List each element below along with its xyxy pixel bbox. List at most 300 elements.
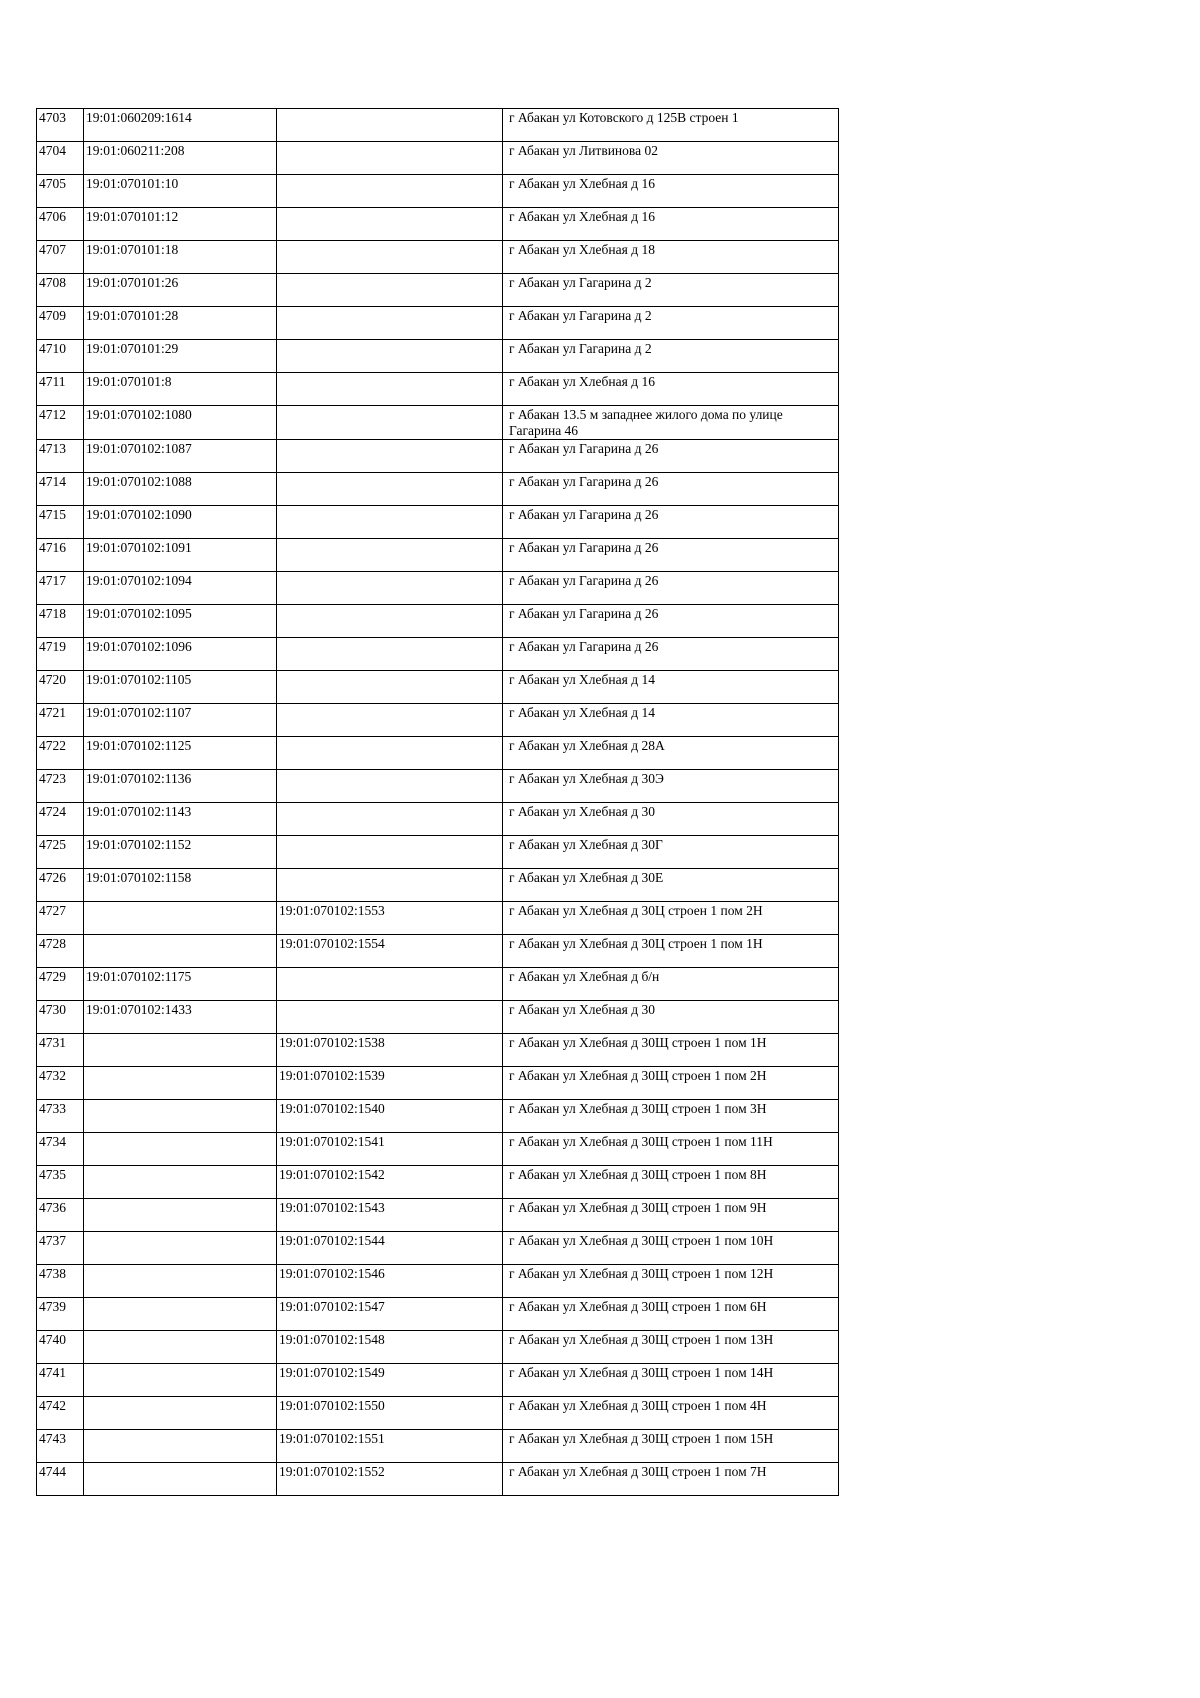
cadastral-number-text: [86, 1265, 276, 1266]
address-cell: [503, 175, 839, 208]
address-text: г Абакан ул Гагарина д 26: [509, 474, 659, 489]
cadastral-number-text: [86, 1133, 276, 1134]
table-row: [37, 902, 839, 935]
room-cadastral-number-cell: [277, 1430, 503, 1463]
row-number-text: 4730: [39, 1002, 66, 1017]
address-cell: [503, 1265, 839, 1298]
room-cadastral-number-text: [279, 373, 502, 374]
cadastral-number-cell: [84, 506, 277, 539]
cadastral-number-text: 19:01:070102:1175: [86, 969, 192, 984]
row-number-cell: [37, 803, 84, 836]
row-number-cell: [37, 1166, 84, 1199]
address-cell: [503, 1331, 839, 1364]
room-cadastral-number-cell: [277, 902, 503, 935]
row-number-text: 4742: [39, 1398, 66, 1413]
room-cadastral-number-text: [279, 473, 502, 474]
cadastral-number-cell: [84, 473, 277, 506]
room-cadastral-number-cell: [277, 1463, 503, 1496]
room-cadastral-number-text: [279, 605, 502, 606]
row-number-text: 4740: [39, 1332, 66, 1347]
room-cadastral-number-text: 19:01:070102:1548: [279, 1332, 385, 1347]
address-cell: [503, 1298, 839, 1331]
address-text: г Абакан ул Хлебная д 30Ц строен 1 пом 1Н: [509, 936, 763, 951]
cadastral-number-text: 19:01:070102:1152: [86, 837, 192, 852]
cadastral-number-cell: [84, 836, 277, 869]
address-cell: [503, 572, 839, 605]
cadastral-number-text: [86, 1430, 276, 1431]
row-number-text: 4733: [39, 1101, 66, 1116]
table-row: [37, 836, 839, 869]
row-number-cell: [37, 340, 84, 373]
row-number-text: 4741: [39, 1365, 66, 1380]
address-text: г Абакан ул Хлебная д 30Щ строен 1 пом 7Н: [509, 1464, 767, 1479]
row-number-text: 4711: [39, 374, 66, 389]
cadastral-number-text: [86, 1298, 276, 1299]
table-row: [37, 968, 839, 1001]
address-text: г Абакан ул Хлебная д 30Щ строен 1 пом 8Н: [509, 1167, 767, 1182]
cadastral-number-cell: [84, 770, 277, 803]
cadastral-number-text: 19:01:070102:1087: [86, 441, 192, 456]
row-number-cell: [37, 142, 84, 175]
address-cell: [503, 539, 839, 572]
room-cadastral-number-cell: [277, 340, 503, 373]
room-cadastral-number-cell: [277, 109, 503, 142]
room-cadastral-number-text: [279, 671, 502, 672]
cadastral-number-text: 19:01:070102:1136: [86, 771, 192, 786]
room-cadastral-number-text: [279, 340, 502, 341]
address-text: г Абакан ул Хлебная д 14: [509, 672, 655, 687]
room-cadastral-number-cell: [277, 704, 503, 737]
row-number-text: 4720: [39, 672, 66, 687]
cadastral-number-cell: [84, 803, 277, 836]
cadastral-number-text: [86, 1364, 276, 1365]
table-row: [37, 1199, 839, 1232]
room-cadastral-number-cell: [277, 241, 503, 274]
table-body: [37, 109, 839, 1496]
room-cadastral-number-cell: [277, 307, 503, 340]
cadastral-number-text: [86, 1067, 276, 1068]
address-cell: [503, 869, 839, 902]
table-row: [37, 1298, 839, 1331]
room-cadastral-number-cell: [277, 506, 503, 539]
table-row: [37, 1133, 839, 1166]
room-cadastral-number-text: [279, 803, 502, 804]
row-number-text: 4728: [39, 936, 66, 951]
room-cadastral-number-text: [279, 208, 502, 209]
room-cadastral-number-text: 19:01:070102:1541: [279, 1134, 385, 1149]
row-number-cell: [37, 440, 84, 473]
row-number-cell: [37, 274, 84, 307]
address-text: г Абакан ул Хлебная д 30Щ строен 1 пом 6Н: [509, 1299, 767, 1314]
room-cadastral-number-cell: [277, 539, 503, 572]
room-cadastral-number-cell: [277, 869, 503, 902]
table-row: [37, 274, 839, 307]
room-cadastral-number-text: 19:01:070102:1546: [279, 1266, 385, 1281]
cadastral-number-cell: [84, 440, 277, 473]
cadastral-number-cell: [84, 1067, 277, 1100]
address-cell: [503, 638, 839, 671]
address-cell: [503, 671, 839, 704]
row-number-cell: [37, 307, 84, 340]
row-number-text: 4717: [39, 573, 66, 588]
table-row: [37, 1232, 839, 1265]
room-cadastral-number-cell: [277, 638, 503, 671]
row-number-text: 4726: [39, 870, 66, 885]
table-row: [37, 307, 839, 340]
room-cadastral-number-text: 19:01:070102:1544: [279, 1233, 385, 1248]
room-cadastral-number-text: 19:01:070102:1554: [279, 936, 385, 951]
row-number-cell: [37, 1430, 84, 1463]
row-number-text: 4712: [39, 407, 66, 422]
room-cadastral-number-text: [279, 770, 502, 771]
cadastral-number-cell: [84, 340, 277, 373]
address-cell: [503, 704, 839, 737]
room-cadastral-number-text: [279, 1001, 502, 1002]
cadastral-number-cell: [84, 373, 277, 406]
room-cadastral-number-text: 19:01:070102:1542: [279, 1167, 385, 1182]
cadastral-number-text: 19:01:070101:12: [86, 209, 179, 224]
row-number-cell: [37, 770, 84, 803]
room-cadastral-number-cell: [277, 1199, 503, 1232]
row-number-text: 4738: [39, 1266, 66, 1281]
address-text: г Абакан ул Хлебная д 30Щ строен 1 пом 11Н: [509, 1134, 773, 1149]
cadastral-number-text: 19:01:070101:8: [86, 374, 172, 389]
room-cadastral-number-cell: [277, 175, 503, 208]
cadastral-number-cell: [84, 1232, 277, 1265]
row-number-text: 4743: [39, 1431, 66, 1446]
address-cell: [503, 274, 839, 307]
address-text: г Абакан ул Хлебная д 30Ц строен 1 пом 2Н: [509, 903, 763, 918]
address-cell: [503, 1397, 839, 1430]
room-cadastral-number-text: [279, 109, 502, 110]
address-cell: [503, 208, 839, 241]
cadastral-number-cell: [84, 1001, 277, 1034]
room-cadastral-number-cell: [277, 208, 503, 241]
address-text: г Абакан ул Гагарина д 2: [509, 308, 652, 323]
table-row: [37, 1397, 839, 1430]
address-cell: [503, 935, 839, 968]
cadastral-number-cell: [84, 1364, 277, 1397]
table-row: [37, 1067, 839, 1100]
table-row: [37, 208, 839, 241]
room-cadastral-number-text: 19:01:070102:1539: [279, 1068, 385, 1083]
row-number-cell: [37, 1364, 84, 1397]
row-number-text: 4706: [39, 209, 66, 224]
cadastral-number-text: 19:01:070102:1088: [86, 474, 192, 489]
row-number-text: 4716: [39, 540, 66, 555]
room-cadastral-number-text: 19:01:070102:1538: [279, 1035, 385, 1050]
address-text: г Абакан ул Гагарина д 2: [509, 275, 652, 290]
room-cadastral-number-cell: [277, 142, 503, 175]
row-number-cell: [37, 406, 84, 440]
table-row: [37, 671, 839, 704]
cadastral-number-text: 19:01:070101:10: [86, 176, 179, 191]
cadastral-number-text: [86, 1166, 276, 1167]
address-cell: [503, 1034, 839, 1067]
cadastral-number-text: [86, 902, 276, 903]
address-cell: [503, 473, 839, 506]
cadastral-number-text: [86, 1331, 276, 1332]
cadastral-number-cell: [84, 671, 277, 704]
row-number-cell: [37, 1001, 84, 1034]
row-number-cell: [37, 506, 84, 539]
cadastral-number-text: 19:01:060211:208: [86, 143, 185, 158]
row-number-cell: [37, 1397, 84, 1430]
address-text: г Абакан ул Хлебная д 28А: [509, 738, 665, 753]
address-cell: [503, 506, 839, 539]
room-cadastral-number-cell: [277, 1298, 503, 1331]
address-cell: [503, 1133, 839, 1166]
row-number-cell: [37, 1133, 84, 1166]
room-cadastral-number-cell: [277, 1265, 503, 1298]
table-row: [37, 340, 839, 373]
row-number-cell: [37, 704, 84, 737]
address-cell: [503, 142, 839, 175]
room-cadastral-number-cell: [277, 1397, 503, 1430]
cadastral-number-text: 19:01:070102:1095: [86, 606, 192, 621]
row-number-text: 4709: [39, 308, 66, 323]
table-row: [37, 1100, 839, 1133]
table-row: [37, 1034, 839, 1067]
room-cadastral-number-text: [279, 704, 502, 705]
row-number-text: 4737: [39, 1233, 66, 1248]
room-cadastral-number-cell: [277, 1331, 503, 1364]
address-cell: [503, 1463, 839, 1496]
row-number-cell: [37, 241, 84, 274]
table-row: [37, 704, 839, 737]
room-cadastral-number-text: [279, 638, 502, 639]
room-cadastral-number-cell: [277, 1133, 503, 1166]
row-number-text: 4705: [39, 176, 66, 191]
room-cadastral-number-text: 19:01:070102:1551: [279, 1431, 385, 1446]
row-number-cell: [37, 1298, 84, 1331]
row-number-cell: [37, 1331, 84, 1364]
row-number-text: 4703: [39, 110, 66, 125]
address-text: г Абакан ул Гагарина д 26: [509, 441, 659, 456]
room-cadastral-number-text: 19:01:070102:1553: [279, 903, 385, 918]
cadastral-number-cell: [84, 1430, 277, 1463]
row-number-text: 4707: [39, 242, 66, 257]
row-number-cell: [37, 671, 84, 704]
row-number-cell: [37, 473, 84, 506]
cadastral-number-text: 19:01:070102:1125: [86, 738, 192, 753]
room-cadastral-number-text: [279, 440, 502, 441]
address-text: г Абакан ул Гагарина д 26: [509, 573, 659, 588]
cadastral-number-text: 19:01:070102:1105: [86, 672, 192, 687]
room-cadastral-number-text: 19:01:070102:1550: [279, 1398, 385, 1413]
room-cadastral-number-text: 19:01:070102:1547: [279, 1299, 385, 1314]
row-number-cell: [37, 539, 84, 572]
room-cadastral-number-cell: [277, 572, 503, 605]
row-number-cell: [37, 737, 84, 770]
cadastral-number-cell: [84, 1265, 277, 1298]
cadastral-number-cell: [84, 539, 277, 572]
address-text: г Абакан ул Гагарина д 26: [509, 639, 659, 654]
room-cadastral-number-cell: [277, 440, 503, 473]
address-cell: [503, 836, 839, 869]
row-number-text: 4704: [39, 143, 66, 158]
row-number-cell: [37, 638, 84, 671]
room-cadastral-number-cell: [277, 1364, 503, 1397]
cadastral-number-cell: [84, 274, 277, 307]
row-number-cell: [37, 1463, 84, 1496]
room-cadastral-number-cell: [277, 737, 503, 770]
row-number-text: 4727: [39, 903, 66, 918]
table-row: [37, 142, 839, 175]
cadastral-number-cell: [84, 1166, 277, 1199]
room-cadastral-number-text: [279, 142, 502, 143]
cadastral-number-text: [86, 1100, 276, 1101]
address-text: г Абакан ул Хлебная д 16: [509, 176, 655, 191]
room-cadastral-number-cell: [277, 803, 503, 836]
row-number-text: 4732: [39, 1068, 66, 1083]
cadastral-number-cell: [84, 1199, 277, 1232]
table-row: [37, 373, 839, 406]
address-cell: [503, 373, 839, 406]
row-number-text: 4729: [39, 969, 66, 984]
cadastral-number-cell: [84, 1331, 277, 1364]
cadastral-number-text: 19:01:070102:1143: [86, 804, 192, 819]
room-cadastral-number-cell: [277, 373, 503, 406]
cadastral-number-cell: [84, 935, 277, 968]
row-number-text: 4713: [39, 441, 66, 456]
room-cadastral-number-text: 19:01:070102:1543: [279, 1200, 385, 1215]
table-row: [37, 440, 839, 473]
address-cell: [503, 406, 839, 440]
row-number-text: 4744: [39, 1464, 66, 1479]
room-cadastral-number-cell: [277, 605, 503, 638]
row-number-text: 4724: [39, 804, 66, 819]
address-cell: [503, 1001, 839, 1034]
table-row: [37, 241, 839, 274]
address-text: г Абакан ул Хлебная д 30Э: [509, 771, 664, 786]
row-number-text: 4710: [39, 341, 66, 356]
cadastral-number-cell: [84, 1034, 277, 1067]
room-cadastral-number-text: [279, 968, 502, 969]
row-number-text: 4715: [39, 507, 66, 522]
cadastral-number-cell: [84, 737, 277, 770]
cadastral-number-text: 19:01:070102:1158: [86, 870, 192, 885]
table-row: [37, 175, 839, 208]
cadastral-number-cell: [84, 605, 277, 638]
table-row: [37, 1364, 839, 1397]
table-row: [37, 1001, 839, 1034]
cadastral-number-cell: [84, 1463, 277, 1496]
address-cell: [503, 902, 839, 935]
room-cadastral-number-cell: [277, 1100, 503, 1133]
row-number-cell: [37, 572, 84, 605]
room-cadastral-number-cell: [277, 770, 503, 803]
row-number-text: 4722: [39, 738, 66, 753]
room-cadastral-number-text: [279, 307, 502, 308]
address-cell: [503, 307, 839, 340]
cadastral-number-cell: [84, 1397, 277, 1430]
room-cadastral-number-text: 19:01:070102:1549: [279, 1365, 385, 1380]
table-row: [37, 770, 839, 803]
cadastral-number-text: [86, 1463, 276, 1464]
row-number-text: 4718: [39, 606, 66, 621]
row-number-cell: [37, 1199, 84, 1232]
address-cell: [503, 241, 839, 274]
cadastral-number-text: [86, 1034, 276, 1035]
cadastral-number-text: [86, 935, 276, 936]
cadastral-number-cell: [84, 307, 277, 340]
row-number-cell: [37, 869, 84, 902]
address-text: г Абакан ул Хлебная д 30Щ строен 1 пом 1Н: [509, 1035, 767, 1050]
address-text: г Абакан ул Хлебная д 16: [509, 209, 655, 224]
room-cadastral-number-text: [279, 274, 502, 275]
cadastral-number-cell: [84, 869, 277, 902]
cadastral-number-cell: [84, 704, 277, 737]
row-number-text: 4731: [39, 1035, 66, 1050]
room-cadastral-number-text: [279, 869, 502, 870]
cadastral-number-cell: [84, 109, 277, 142]
row-number-text: 4739: [39, 1299, 66, 1314]
room-cadastral-number-cell: [277, 1166, 503, 1199]
row-number-cell: [37, 1034, 84, 1067]
table-row: [37, 1430, 839, 1463]
address-cell: [503, 770, 839, 803]
cadastral-number-text: 19:01:070102:1091: [86, 540, 192, 555]
cadastral-number-cell: [84, 968, 277, 1001]
row-number-text: 4735: [39, 1167, 66, 1182]
row-number-cell: [37, 208, 84, 241]
table-row: [37, 803, 839, 836]
cadastral-number-cell: [84, 208, 277, 241]
address-cell: [503, 1430, 839, 1463]
row-number-cell: [37, 175, 84, 208]
address-cell: [503, 968, 839, 1001]
address-text: г Абакан ул Хлебная д 30: [509, 804, 655, 819]
address-cell: [503, 737, 839, 770]
table-row: [37, 1331, 839, 1364]
address-cell: [503, 340, 839, 373]
row-number-cell: [37, 935, 84, 968]
room-cadastral-number-text: [279, 406, 502, 407]
room-cadastral-number-text: [279, 175, 502, 176]
cadastral-number-cell: [84, 638, 277, 671]
row-number-cell: [37, 1265, 84, 1298]
table-row: [37, 737, 839, 770]
address-cell: [503, 109, 839, 142]
table-row: [37, 473, 839, 506]
room-cadastral-number-cell: [277, 1232, 503, 1265]
row-number-cell: [37, 1232, 84, 1265]
room-cadastral-number-text: [279, 737, 502, 738]
row-number-text: 4721: [39, 705, 66, 720]
room-cadastral-number-text: [279, 836, 502, 837]
address-text: г Абакан ул Хлебная д 14: [509, 705, 655, 720]
room-cadastral-number-cell: [277, 1001, 503, 1034]
row-number-cell: [37, 1067, 84, 1100]
cadastral-number-text: 19:01:070102:1433: [86, 1002, 192, 1017]
address-text: г Абакан ул Хлебная д 18: [509, 242, 655, 257]
row-number-text: 4736: [39, 1200, 66, 1215]
address-cell: [503, 1067, 839, 1100]
address-cell: [503, 1100, 839, 1133]
cadastral-number-cell: [84, 241, 277, 274]
address-text: г Абакан ул Гагарина д 26: [509, 606, 659, 621]
row-number-cell: [37, 605, 84, 638]
table-row: [37, 935, 839, 968]
row-number-cell: [37, 836, 84, 869]
cadastral-number-cell: [84, 1298, 277, 1331]
row-number-text: 4725: [39, 837, 66, 852]
address-text: г Абакан ул Гагарина д 26: [509, 540, 659, 555]
row-number-text: 4708: [39, 275, 66, 290]
row-number-cell: [37, 373, 84, 406]
table-row: [37, 1463, 839, 1496]
